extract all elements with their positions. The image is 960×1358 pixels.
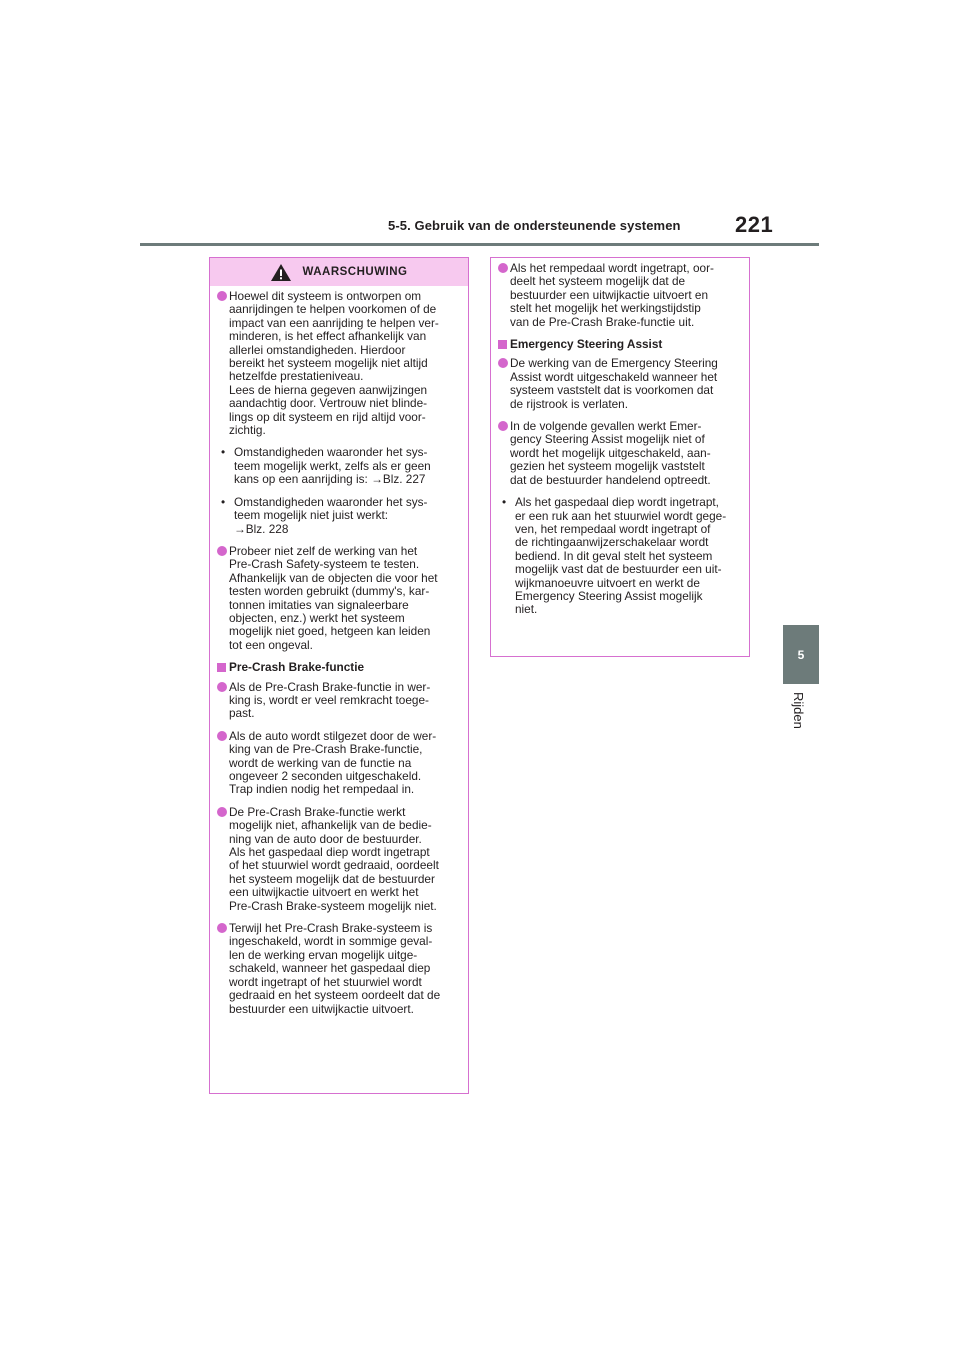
bullet-item [498, 262, 739, 329]
bullet-item [217, 681, 458, 721]
warning-box [209, 257, 469, 1094]
item-text: Als de auto wordt stilgezet door de wer- king van de Pre-Crash Brake-functie, wordt de werking van de functie na ongeveer 2 seconden uitgeschakeld. Trap indien nodig het rempedaal in. [229, 728, 437, 797]
bullet-icon [498, 358, 508, 368]
item-text: Terwijl het Pre-Crash Brake-systeem is ingeschakeld, wordt in sommige geval- len de werking ervan mogelijk uitge- schakeld, wanneer het gaspedaal diep wordt ingetrapt of het stuurwiel wordt gedraaid en het systeem oordeelt dat de bestuurder een uitwijkactie uitvoert. [229, 921, 441, 1016]
bullet-item [217, 545, 458, 652]
item-text: Als het rempedaal wordt ingetrapt, oor- deelt het systeem mogelijk dat de bestuurder een uitwijkactie uitvoert en stelt het mogelijk het werkingstijdstip van de Pre-Crash Brake-functie uit. [510, 261, 714, 329]
continued-box [490, 257, 750, 657]
item-text: In de volgende gevallen werkt Emer- gency Steering Assist mogelijk niet of wordt het mogelijk uitgeschakeld, aan- gezien het systeem mogelijk vaststelt dat de bestuurder handelend optreedt. [510, 419, 711, 487]
bullet-icon [217, 291, 227, 301]
dot-icon: • [221, 494, 226, 509]
item-text: De Pre-Crash Brake-functie werkt mogelijk niet, afhankelijk van de bedie- ning van de auto door de bestuurder. Als het gaspedaal diep wordt ingetrapt of het stuurwiel wordt gedraaid, oordeelt het systeem mogelijk dat de bestuurder een uitwijkactie uitvoert en werkt het Pre-Crash Brake-systeem mogelijk niet. [229, 804, 439, 913]
bullet-item [217, 806, 458, 913]
subheading [498, 338, 739, 351]
bullet-icon [498, 421, 508, 431]
subheading [217, 661, 458, 674]
warning-triangle-icon [270, 263, 292, 282]
bullet-icon [217, 923, 227, 933]
section-title: 5-5. Gebruik van de ondersteunende systemen [388, 218, 681, 233]
bullet-item [217, 290, 458, 437]
item-text: Probeer niet zelf de werking van het Pre-Crash Safety-systeem te testen. Afhankelijk van de objecten die voor het testen worden gebruikt (dummy's, kar- tonnen imitaties van signaleerbare objecten, enz.) werkt het systeem mogelijk niet goed, hetgeen kan leiden tot een ongeval. [229, 543, 438, 652]
item-text: Omstandigheden waaronder het sys- teem mogelijk werkt, zelfs als er geen kans op een aanrijding is: →Blz. 227 [234, 445, 431, 487]
item-text: Hoewel dit systeem is ontworpen om aanrijdingen te helpen voorkomen of de impact van een aanrijding te helpen ver- minderen, is het effect afhankelijk van allerlei omstandigheden. Hierdoor bereikt het systeem mogelijk niet altijd hetzelfde prestatieniveau. Lees de hierna gegeven aanwijzingen aandachtig door. Vertrouw niet blinde- lings op dit systeem en rijd altijd voor- zichtig. [229, 289, 439, 438]
bullet-item [217, 730, 458, 797]
bullet-icon [217, 546, 227, 556]
square-icon [217, 663, 226, 672]
item-text: Als het gaspedaal diep wordt ingetrapt, er een ruk aan het stuurwiel wordt gege- ven, het rempedaal wordt ingetrapt of de richtingaanwijzerschakelaar wordt bediend. In dit geval stelt het systeem mogelijk vast dat de bestuurder een uit- wijkmanoeuvre uitvoert en werkt de Emergency Steering Assist mogelijk niet. [515, 495, 727, 617]
page-number: 221 [735, 212, 774, 237]
warning-header [210, 258, 468, 286]
bullet-icon [217, 807, 227, 817]
item-text: Als de Pre-Crash Brake-functie in wer- king is, wordt er veel remkracht toege- past. [229, 679, 431, 721]
dash-item [217, 446, 458, 486]
chapter-number: 5 [797, 647, 805, 662]
header-rule [140, 243, 819, 246]
dash-item [498, 496, 739, 617]
bullet-icon [498, 263, 508, 273]
bullet-icon [217, 682, 227, 692]
chapter-tab[interactable] [783, 625, 819, 684]
dash-item [217, 496, 458, 536]
bullet-item [498, 357, 739, 411]
warning-title: WAARSCHUWING [302, 266, 408, 278]
continued-content [491, 258, 749, 617]
dot-icon: • [221, 445, 226, 460]
bullet-item [498, 420, 739, 487]
item-text: Pre-Crash Brake-functie [229, 660, 365, 675]
item-text: Emergency Steering Assist [510, 337, 663, 352]
dot-icon: • [502, 495, 507, 510]
bullet-item [217, 922, 458, 1016]
item-text: De werking van de Emergency Steering Assist wordt uitgeschakeld wanneer het systeem vaststelt dat is voorkomen dat de rijstrook is verlaten. [510, 356, 718, 411]
square-icon [498, 340, 507, 349]
chapter-label: Rijden [791, 692, 806, 729]
item-text: Omstandigheden waaronder het sys- teem mogelijk niet juist werkt: →Blz. 228 [234, 494, 428, 536]
bullet-icon [217, 731, 227, 741]
warning-content [210, 286, 468, 1016]
